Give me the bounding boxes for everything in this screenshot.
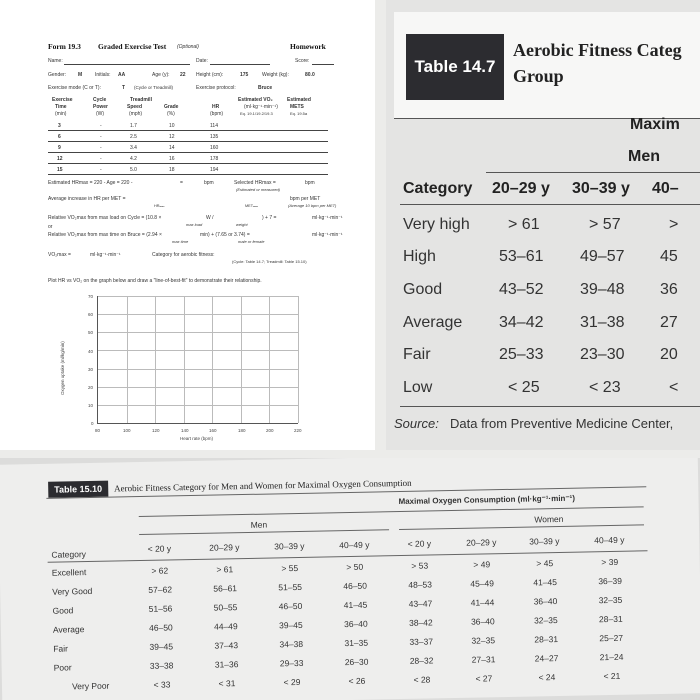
table-15-10-cell: > 45 bbox=[536, 558, 554, 569]
table-14-7-cell: 31–38 bbox=[580, 314, 625, 331]
form-title-number: Form 19.3 bbox=[48, 42, 81, 51]
row-power: - bbox=[100, 156, 102, 162]
row-grade: 14 bbox=[169, 145, 175, 151]
col-vo2: Estimated VO₂ bbox=[238, 97, 273, 103]
table-14-7-row-label: Low bbox=[403, 379, 433, 396]
x-axis-label: Heart rate (bpm) bbox=[180, 436, 214, 441]
table-15-10-subtitle: Maximal Oxygen Consumption (ml·kg⁻¹·min⁻¹) bbox=[398, 493, 576, 507]
bpm-per-met: bpm per MET bbox=[290, 196, 321, 202]
row-line bbox=[48, 152, 328, 153]
hrmax-sub: HRₘₐₓ bbox=[154, 204, 165, 208]
table-14-7-source-text: Data from Preventive Medicine Center, bbox=[450, 416, 674, 431]
table-15-10-cell: > 55 bbox=[281, 562, 299, 574]
table-14-7-men: Men bbox=[628, 148, 660, 165]
hrmax-bpm: bpm bbox=[204, 180, 214, 186]
y-tick: 10 bbox=[88, 403, 94, 408]
table-15-10-cell: > 62 bbox=[151, 565, 169, 576]
date-line bbox=[210, 64, 270, 65]
row-time: 15 bbox=[57, 167, 63, 173]
date-label: Date: bbox=[196, 58, 208, 64]
selected-hrmax-bpm: bpm bbox=[305, 180, 315, 186]
table-15-10-cell: 33–37 bbox=[409, 636, 434, 647]
table-14-7-cell: 49–57 bbox=[580, 248, 625, 265]
hrmax-eq: = bbox=[180, 180, 183, 186]
table-14-7-cell: 43–52 bbox=[499, 281, 544, 298]
table-15-10-col: < 20 y bbox=[407, 538, 432, 549]
plus7-label: ) + 7 = bbox=[262, 215, 277, 221]
form-homework: Homework bbox=[290, 42, 326, 51]
table-15-10-cell: 29–33 bbox=[279, 657, 304, 669]
table-15-10-title: Aerobic Fitness Category for Men and Women for Maximal Oxygen Consumption bbox=[113, 477, 412, 494]
table-15-10-cell: 27–31 bbox=[471, 654, 496, 665]
row-power: - bbox=[100, 134, 102, 140]
initials-label: Initials: bbox=[95, 72, 111, 78]
rel-cycle-line: Relative VO₂max from max load on Cycle = (10.8 × bbox=[48, 215, 162, 221]
category-hint: (Cycle: Table 14.7; Treadmill: Table 15.10) bbox=[232, 259, 307, 264]
table-15-10-women: Women bbox=[534, 513, 564, 525]
form-optional: (Optional) bbox=[177, 44, 199, 50]
name-label: Name: bbox=[48, 58, 63, 64]
age-label: Age (y): bbox=[152, 72, 170, 78]
table-15-10-col: 40–49 y bbox=[594, 534, 625, 546]
row-hr: 135 bbox=[210, 134, 219, 140]
table-14-7-row-label: Good bbox=[403, 281, 443, 298]
score-label: Score: bbox=[295, 58, 310, 64]
table-14-7-cell: < 23 bbox=[589, 379, 621, 396]
table-14-7-col: 20–29 y bbox=[492, 180, 550, 197]
table-15-10-cell: 41–44 bbox=[470, 597, 495, 608]
avg-increase-label: Average increase in HR per MET = bbox=[48, 196, 126, 202]
table-15-10-cell: < 31 bbox=[218, 678, 236, 689]
row-speed: 4.2 bbox=[130, 156, 137, 162]
row-time: 6 bbox=[58, 134, 61, 140]
table-15-10-row-label: Very Poor bbox=[71, 680, 110, 692]
weight-hint: weight bbox=[236, 222, 248, 227]
row-time: 9 bbox=[58, 145, 61, 151]
table-15-10-men: Men bbox=[250, 519, 268, 530]
or-label: or bbox=[48, 224, 53, 230]
table-15-10-cell: 34–38 bbox=[279, 638, 304, 650]
table-14-7-cell: 39–48 bbox=[580, 281, 625, 298]
table-14-7-row-label: Average bbox=[403, 314, 463, 331]
table-15-10-cell: 36–39 bbox=[598, 575, 623, 587]
table-15-10-col: 20–29 y bbox=[209, 542, 240, 553]
table-15-10-row-label: Good bbox=[52, 605, 74, 616]
form-title: Graded Exercise Test bbox=[98, 42, 167, 51]
table-14-7-cell: 23–30 bbox=[580, 346, 625, 363]
table-15-10-cell: 36–40 bbox=[470, 616, 495, 627]
row-line bbox=[48, 130, 328, 131]
row-hr: 160 bbox=[210, 145, 219, 151]
row-speed: 2.5 bbox=[130, 134, 137, 140]
vo2max-label: VO₂max = bbox=[48, 252, 71, 258]
table-15-10-cell: 45–49 bbox=[470, 578, 495, 589]
col-exercise: Exercise bbox=[52, 97, 73, 103]
y-tick: 70 bbox=[88, 294, 94, 299]
est-or-measured: (Estimated or measured) bbox=[236, 187, 281, 192]
table-15-10-cell: 28–32 bbox=[409, 655, 434, 666]
table-15-10-row-label: Excellent bbox=[51, 567, 87, 578]
table-14-7-cell: > 61 bbox=[508, 216, 540, 233]
table-14-7-col: 40– bbox=[652, 180, 679, 197]
table-14-7-cell: 25–33 bbox=[499, 346, 544, 363]
score-line bbox=[312, 64, 334, 65]
table-15-10-cell: 41–45 bbox=[533, 577, 558, 588]
x-tick: 180 bbox=[238, 428, 246, 433]
selected-hrmax-label: Selected HRmax = bbox=[234, 180, 276, 186]
table-15-10-cell: 25–27 bbox=[599, 632, 624, 644]
table-15-10-cell: 39–45 bbox=[278, 619, 303, 631]
table-15-10-cell: 48–53 bbox=[408, 579, 433, 590]
row-speed: 3.4 bbox=[130, 145, 137, 151]
table-14-7-cell: > 57 bbox=[589, 216, 621, 233]
table-15-10-cell: 32–35 bbox=[598, 594, 623, 606]
y-tick: 40 bbox=[88, 349, 94, 354]
table-15-10-men-rule bbox=[139, 529, 389, 535]
x-tick: 120 bbox=[152, 428, 160, 433]
y-tick: 60 bbox=[88, 312, 94, 317]
table-15-10-page bbox=[0, 458, 700, 700]
row-grade: 16 bbox=[169, 156, 175, 162]
met-sub: METₘₐₓ bbox=[245, 204, 259, 208]
col-speed: Speed bbox=[127, 104, 143, 110]
weight-value: 80.0 bbox=[305, 72, 315, 78]
table-15-10-cell: 56–61 bbox=[213, 583, 238, 594]
table-15-10-cell: > 39 bbox=[601, 556, 619, 568]
vo2max-unit: ml·kg⁻¹·min⁻¹ bbox=[90, 252, 121, 258]
bruce-min-label: min) + (7.65 or 3.74) = bbox=[200, 232, 250, 238]
table-14-7-cell: 20 bbox=[660, 346, 678, 363]
form-19-3-panel bbox=[0, 0, 375, 450]
height-label: Height (cm): bbox=[196, 72, 224, 78]
col-time-unit: (min) bbox=[55, 111, 67, 117]
col-vo2-unit: (ml·kg⁻¹·min⁻¹) bbox=[244, 104, 278, 110]
col-mets-label: METS bbox=[290, 104, 304, 110]
x-tick: 220 bbox=[294, 428, 302, 433]
height-value: 175 bbox=[240, 72, 249, 78]
w-label: W / bbox=[206, 215, 214, 221]
row-speed: 1.7 bbox=[130, 123, 137, 129]
col-time: Time bbox=[55, 104, 67, 110]
y-tick: 0 bbox=[91, 421, 94, 426]
table-15-10-col: 40–49 y bbox=[339, 539, 370, 551]
table-15-10-cell: 24–27 bbox=[534, 653, 559, 664]
table-14-7-men-rule bbox=[486, 172, 700, 173]
table-15-10-row-label: Average bbox=[52, 624, 85, 635]
table-15-10-panel bbox=[0, 458, 700, 700]
col-cycle: Cycle bbox=[93, 97, 107, 103]
table-14-7-cell: < 25 bbox=[508, 379, 540, 396]
hrmax-line: Estimated HRmax = 220 - Age = 220 - bbox=[48, 180, 133, 186]
table-14-7-col: 30–39 y bbox=[572, 180, 630, 197]
table-14-7-title-line2: Group bbox=[513, 66, 564, 86]
table-15-10-col: 30–39 y bbox=[274, 540, 305, 552]
row-grade: 18 bbox=[169, 167, 175, 173]
table-15-10-cell: 51–56 bbox=[148, 603, 173, 614]
table-15-10-cell: 51–55 bbox=[278, 581, 303, 593]
table-15-10-row-label: Very Good bbox=[52, 585, 93, 597]
col-vo2-eq: Eq. 19.1/19.2/19.3 bbox=[240, 111, 273, 116]
col-power: Power bbox=[93, 104, 109, 110]
table-15-10-cell: 57–62 bbox=[148, 584, 173, 595]
table-15-10-cell: > 50 bbox=[346, 561, 364, 573]
male-female-hint: male or female bbox=[238, 239, 265, 244]
col-hr-unit: (bpm) bbox=[210, 111, 224, 117]
table-14-7-cell: 27 bbox=[660, 314, 678, 331]
table-15-10-row-label: Poor bbox=[53, 662, 72, 673]
table-15-10-cell: 28–31 bbox=[534, 634, 559, 645]
row-line bbox=[48, 174, 328, 175]
table-15-10-subtitle-rule bbox=[139, 506, 644, 517]
name-line bbox=[64, 64, 190, 65]
table-15-10-row-label: Fair bbox=[53, 643, 69, 654]
table-14-7-cell: > bbox=[669, 216, 679, 233]
table-15-10-cell: 26–30 bbox=[344, 656, 369, 668]
row-hr: 114 bbox=[210, 123, 218, 129]
category-label: Category for aerobic fitness: bbox=[152, 252, 215, 258]
table-14-7-bottom-rule bbox=[400, 406, 700, 407]
col-speed-unit: (mph) bbox=[129, 111, 143, 117]
cycle-unit: ml·kg⁻¹·min⁻¹ bbox=[312, 215, 343, 221]
row-time: 12 bbox=[57, 156, 63, 162]
table-15-10-cell: < 28 bbox=[413, 674, 431, 685]
table-15-10-col: 30–39 y bbox=[529, 535, 560, 547]
table-14-7-header-rule bbox=[400, 204, 700, 205]
table-15-10-cell: 36–40 bbox=[343, 618, 368, 630]
row-line bbox=[48, 141, 328, 142]
row-time: 3 bbox=[58, 123, 61, 129]
col-power-unit: (W) bbox=[96, 111, 105, 117]
table-15-10-col: 20–29 y bbox=[466, 537, 497, 548]
table-15-10-cell: < 33 bbox=[153, 679, 171, 690]
protocol-value: Bruce bbox=[258, 85, 273, 91]
y-tick: 30 bbox=[88, 367, 94, 372]
col-treadmill: Treadmill bbox=[130, 97, 152, 103]
col-hr: HR bbox=[212, 104, 220, 110]
table-15-10-cell: 46–50 bbox=[148, 622, 173, 633]
mode-value: T bbox=[122, 85, 126, 91]
hr-vo2-plot bbox=[97, 296, 298, 424]
table-14-7-cell: 45 bbox=[660, 248, 678, 265]
col-grade-unit: (%) bbox=[167, 111, 175, 117]
table-14-7-label: Table 14.7 bbox=[406, 34, 504, 100]
table-15-10-cell: < 27 bbox=[475, 673, 493, 684]
mode-hint: (Cycle or Treadmill) bbox=[134, 85, 174, 90]
table-15-10-cell: < 26 bbox=[348, 675, 366, 687]
table-15-10-cell: 41–45 bbox=[343, 599, 368, 611]
table-15-10-cell: 39–45 bbox=[149, 641, 174, 652]
table-15-10-cell: 38–42 bbox=[408, 617, 433, 628]
table-15-10-cell: < 21 bbox=[603, 670, 621, 682]
x-tick: 140 bbox=[181, 428, 189, 433]
row-speed: 5.0 bbox=[130, 167, 137, 173]
x-tick: 160 bbox=[209, 428, 217, 433]
table-15-10-cell: 44–49 bbox=[213, 621, 238, 632]
table-15-10-cell: 32–35 bbox=[533, 615, 558, 626]
row-hr: 178 bbox=[210, 156, 219, 162]
table-15-10-cell: 46–50 bbox=[278, 600, 303, 612]
gender-value: M bbox=[78, 72, 83, 78]
protocol-label: Exercise protocol: bbox=[196, 85, 236, 91]
table-14-7-title-line1: Aerobic Fitness Categ bbox=[513, 40, 682, 60]
table-15-10-col: < 20 y bbox=[147, 543, 172, 554]
y-axis-label: Oxygen uptake (ml/kg/min) bbox=[60, 341, 65, 395]
table-15-10-cell: > 49 bbox=[473, 559, 491, 570]
table-15-10-cell: 31–36 bbox=[214, 659, 239, 670]
x-tick: 100 bbox=[123, 428, 131, 433]
y-tick: 20 bbox=[88, 385, 94, 390]
table-14-7-source-label: Source: bbox=[394, 416, 439, 431]
table-15-10-cell: 21–24 bbox=[599, 651, 624, 663]
x-tick: 200 bbox=[266, 428, 274, 433]
gender-label: Gender: bbox=[48, 72, 67, 78]
table-14-7-cell: 53–61 bbox=[499, 248, 544, 265]
table-15-10-cell: 50–55 bbox=[213, 602, 238, 613]
table-15-10-cell: < 29 bbox=[283, 676, 301, 688]
table-14-7-cell: 34–42 bbox=[499, 314, 544, 331]
x-tick: 80 bbox=[95, 428, 101, 433]
row-hr: 194 bbox=[210, 167, 219, 173]
max-time-hint: max time bbox=[172, 239, 189, 244]
table-15-10-cell: 28–31 bbox=[598, 613, 623, 625]
table-15-10-women-rule bbox=[399, 524, 644, 530]
table-14-7-category-header: Category bbox=[403, 180, 473, 197]
avg-hint: (Average 10 bpm per MET) bbox=[288, 203, 337, 208]
row-grade: 10 bbox=[169, 123, 175, 129]
table-14-7-maxim: Maxim bbox=[630, 116, 680, 133]
table-15-10-cell: > 53 bbox=[411, 560, 429, 571]
initials-value: AA bbox=[118, 72, 126, 78]
plot-instruction: Plot HR vs VO₂ on the graph below and draw a "line-of-best-fit" to demonstrate their relationship. bbox=[48, 278, 262, 284]
table-15-10-cell: 33–38 bbox=[149, 660, 174, 671]
row-line bbox=[48, 163, 328, 164]
col-grade: Grade bbox=[164, 104, 179, 110]
table-15-10-cell: 31–35 bbox=[344, 637, 369, 649]
table-14-7-row-label: Very high bbox=[403, 216, 470, 233]
row-power: - bbox=[100, 123, 102, 129]
table-15-10-cell: 46–50 bbox=[343, 580, 368, 592]
col-mets-eq: Eq. 19.5a bbox=[290, 111, 308, 116]
table-15-10-cell: 36–40 bbox=[533, 596, 558, 607]
row-power: - bbox=[100, 167, 102, 173]
row-grade: 12 bbox=[169, 134, 175, 140]
table-15-10-cell: 32–35 bbox=[471, 635, 496, 646]
table-15-10-label: Table 15.10 bbox=[48, 481, 108, 498]
rel-bruce-line: Relative VO₂max from max time on Bruce = (2.94 × bbox=[48, 232, 162, 238]
table-14-7-cell: < bbox=[669, 379, 679, 396]
row-power: - bbox=[100, 145, 102, 151]
age-value: 22 bbox=[180, 72, 186, 78]
table-14-7-panel bbox=[386, 0, 700, 450]
table-15-10-cell: 43–47 bbox=[408, 598, 433, 609]
table-15-10-cell: > 61 bbox=[216, 564, 234, 575]
y-tick: 50 bbox=[88, 330, 94, 335]
table-14-7-row-label: Fair bbox=[403, 346, 431, 363]
bruce-unit: ml·kg⁻¹·min⁻¹ bbox=[312, 232, 343, 238]
mode-label: Exercise mode (C or T): bbox=[48, 85, 101, 91]
table-14-7-cell: 36 bbox=[660, 281, 678, 298]
table-15-10-cell: < 24 bbox=[538, 672, 556, 683]
col-mets: Estimated bbox=[287, 97, 311, 103]
table-14-7-row-label: High bbox=[403, 248, 436, 265]
table-15-10-category-header: Category bbox=[51, 549, 87, 560]
table-15-10-cell: 37–43 bbox=[214, 640, 239, 651]
table-15-10-header-rule bbox=[48, 550, 648, 563]
max-load-hint: max load bbox=[186, 222, 203, 227]
weight-label: Weight (kg): bbox=[262, 72, 289, 78]
